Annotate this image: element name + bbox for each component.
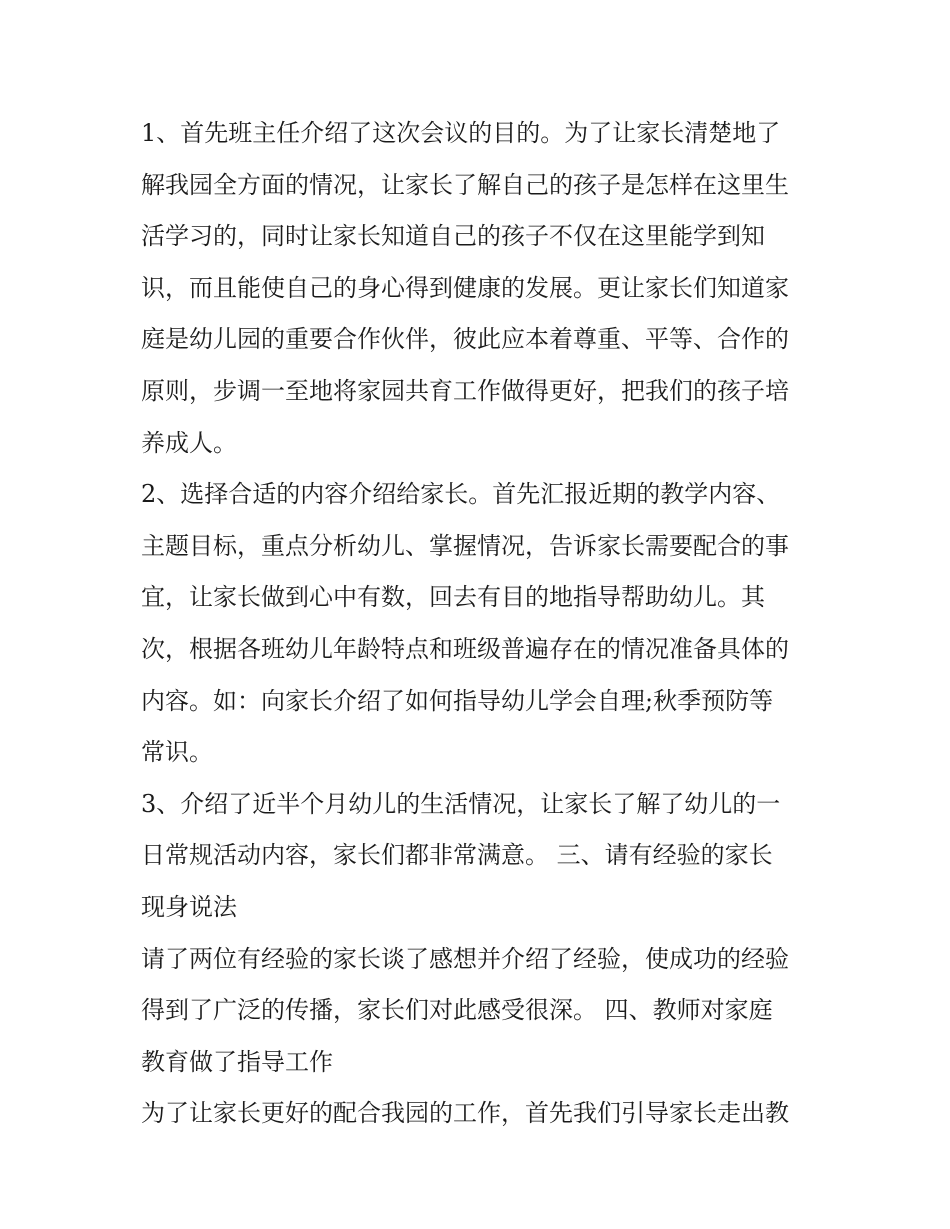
body-text [141, 108, 813, 1140]
text-line: 活学习的，同时让家长知道自己的孩子不仅在这里能学到知 [141, 222, 765, 251]
text-line: 宜，让家长做到心中有数，回去有目的地指导帮助幼儿。其 [141, 583, 765, 612]
text-line: 现身说法 [141, 892, 237, 921]
text-line: 养成人。 [141, 428, 237, 457]
text-line: 庭是幼儿园的重要合作伙伴，彼此应本着尊重、平等、合作的 [141, 325, 789, 354]
text-line: 教育做了指导工作 [141, 1047, 333, 1076]
text-line: 常识。 [141, 738, 213, 767]
text-line: 日常规活动内容，家长们都非常满意。 三、请有经验的家长 [141, 841, 773, 870]
text-line: 得到了广泛的传播，家长们对此感受很深。 四、教师对家庭 [141, 996, 773, 1025]
text-line: 2、选择合适的内容介绍给家长。首先汇报近期的教学内容、 [141, 480, 781, 509]
text-line: 内容。如：向家长介绍了如何指导幼儿学会自理;秋季预防等 [141, 686, 774, 715]
text-line: 1、首先班主任介绍了这次会议的目的。为了让家长清楚地了 [141, 119, 781, 147]
text-line: 3、介绍了近半个月幼儿的生活情况，让家长了解了幼儿的一 [141, 789, 781, 818]
text-line: 请了两位有经验的家长谈了感想并介绍了经验，使成功的经验 [141, 944, 789, 973]
text-line: 主题目标，重点分析幼儿、掌握情况，告诉家长需要配合的事 [141, 531, 789, 560]
text-line: 次，根据各班幼儿年龄特点和班级普遍存在的情况准备具体的 [141, 634, 789, 663]
text-line: 解我园全方面的情况，让家长了解自己的孩子是怎样在这里生 [141, 170, 789, 199]
text-line: 识，而且能使自己的身心得到健康的发展。更让家长们知道家 [141, 273, 789, 302]
text-line: 为了让家长更好的配合我园的工作，首先我们引导家长走出教 [141, 1099, 789, 1128]
text-line: 原则，步调一至地将家园共育工作做得更好，把我们的孩子培 [141, 376, 789, 405]
